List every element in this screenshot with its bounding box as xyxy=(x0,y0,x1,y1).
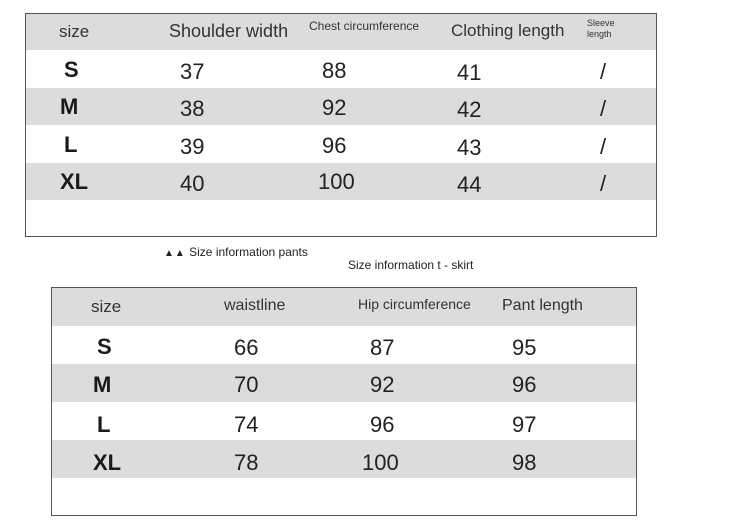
size-label: XL xyxy=(93,450,122,475)
sleeve-length-value: / xyxy=(600,96,607,121)
shoulder-value: 37 xyxy=(180,59,205,84)
table-row xyxy=(52,364,636,402)
pants-caption xyxy=(164,245,308,259)
waistline-value: 78 xyxy=(234,450,259,475)
sleeve-length-value: / xyxy=(600,171,607,196)
size-label: S xyxy=(97,334,112,359)
pant-length-value: 95 xyxy=(512,335,537,360)
chest-value: 92 xyxy=(322,95,347,120)
size-label: XL xyxy=(60,169,89,194)
table-row xyxy=(26,88,656,125)
hip-value: 87 xyxy=(370,335,395,360)
header-waistline: waistline xyxy=(224,297,286,314)
size-label: L xyxy=(97,412,111,437)
hip-value: 96 xyxy=(370,412,395,437)
table-row xyxy=(52,402,636,440)
hip-value: 100 xyxy=(362,450,399,475)
bottom-size-table xyxy=(51,287,637,516)
skirt-caption: Size information t - skirt xyxy=(348,258,474,272)
waistline-value: 70 xyxy=(234,372,259,397)
header-sleeve: Sleeve xyxy=(587,18,615,28)
shoulder-value: 38 xyxy=(180,96,205,121)
header-clothing-length: Clothing length xyxy=(451,21,565,40)
sleeve-length-value: / xyxy=(600,59,607,84)
triangle-icon: ▲▲ xyxy=(164,248,186,259)
table-row xyxy=(26,125,656,163)
chest-value: 88 xyxy=(322,58,347,83)
table-row xyxy=(52,440,636,478)
size-label: M xyxy=(93,372,112,397)
table-row xyxy=(52,326,636,364)
header-size: size xyxy=(59,22,90,41)
header-size: size xyxy=(91,297,122,316)
header-chest-circumference: Chest circumference xyxy=(309,19,420,33)
pant-length-value: 97 xyxy=(512,412,537,437)
pant-length-value: 98 xyxy=(512,450,537,475)
waistline-value: 74 xyxy=(234,412,259,437)
chest-value: 100 xyxy=(318,169,355,194)
size-label: S xyxy=(64,57,79,82)
clothing-length-value: 42 xyxy=(457,97,482,122)
size-label: L xyxy=(64,132,78,157)
shoulder-value: 40 xyxy=(180,171,205,196)
table-row xyxy=(26,163,656,200)
table-header-row xyxy=(26,14,656,50)
header-hip-circumference: Hip circumference xyxy=(358,296,471,312)
table-row xyxy=(26,50,656,88)
hip-value: 92 xyxy=(370,372,395,397)
clothing-length-value: 43 xyxy=(457,135,482,160)
pants-caption-text: Size information pants xyxy=(189,245,308,259)
pant-length-value: 96 xyxy=(512,372,537,397)
clothing-length-value: 41 xyxy=(457,60,482,85)
size-label: M xyxy=(60,94,79,119)
header-pant-length: Pant length xyxy=(502,297,583,314)
table-header-row xyxy=(52,288,636,326)
waistline-value: 66 xyxy=(234,335,259,360)
header-sleeve-length: length xyxy=(587,29,612,39)
top-size-table xyxy=(25,13,657,237)
shoulder-value: 39 xyxy=(180,134,205,159)
header-shoulder-width: Shoulder width xyxy=(169,21,289,41)
sleeve-length-value: / xyxy=(600,134,607,159)
chest-value: 96 xyxy=(322,133,347,158)
clothing-length-value: 44 xyxy=(457,172,482,197)
